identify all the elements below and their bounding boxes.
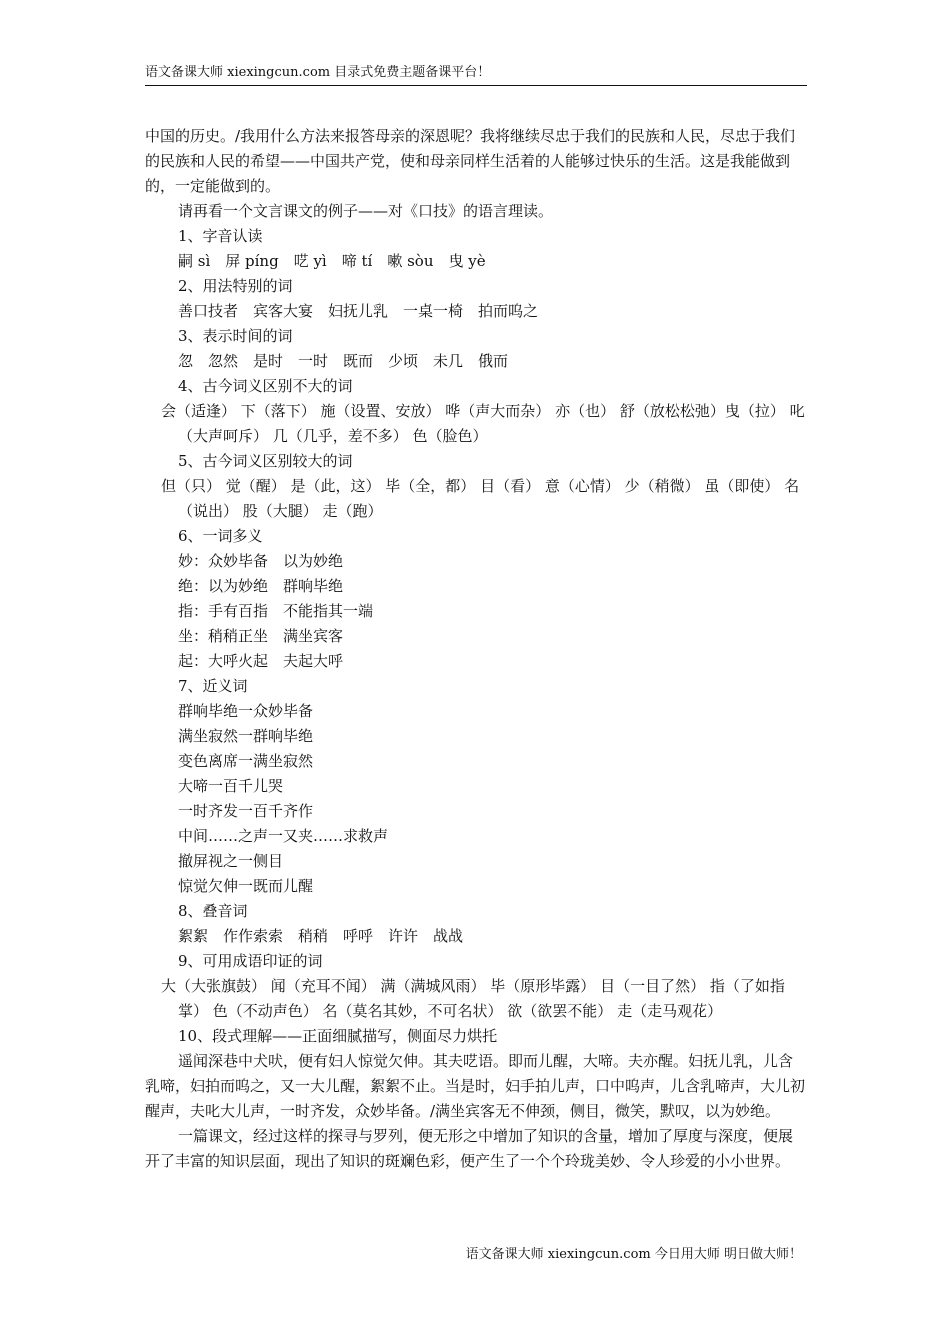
paragraph-intro: 请再看一个文言课文的例子——对《口技》的语言理读。	[178, 202, 554, 220]
section-line-6-5: 起：大呼火起 夫起大呼	[178, 652, 344, 670]
section-title-4: 4、古今词义区别不大的词	[178, 377, 353, 395]
section-items-5: 但（只） 觉（醒） 是（此，这） 毕（全，都） 目（看） 意（心情） 少（稍微） 虽（即使） 名（说出） 股（大腿） 走（跑）	[161, 477, 800, 520]
section-title-9: 9、可用成语印证的词	[178, 952, 323, 970]
section-items-4: 会（适逢） 下（落下） 施（设置、安放） 哗（声大而杂） 亦（也） 舒（放松松弛）曳（拉） 叱（大声呵斥） 几（几乎，差不多） 色（脸色）	[161, 402, 805, 445]
section-items-8: 絮絮 作作索索 稍稍 呼呼 许许 战战	[178, 927, 464, 945]
section-title-6: 6、一词多义	[178, 527, 263, 545]
section-line-7-7: 撤屏视之一侧目	[178, 852, 284, 870]
section-line-7-6: 中间……之声一又夹……求救声	[178, 827, 389, 845]
page-header: 语文备课大师 xiexingcun.com 目录式免费主题备课平台！	[145, 65, 491, 80]
header-divider	[145, 85, 807, 86]
section-title-10: 10、段式理解——正面细腻描写，侧面尽力烘托	[178, 1027, 498, 1045]
section-line-6-2: 绝：以为妙绝 群响毕绝	[178, 577, 344, 595]
document-body	[145, 124, 807, 1174]
page-footer: 语文备课大师 xiexingcun.com 今日用大师 明日做大师！	[465, 1247, 802, 1262]
section-line-7-2: 满坐寂然一群响毕绝	[178, 727, 314, 745]
section-line-6-4: 坐：稍稍正坐 满坐宾客	[178, 627, 344, 645]
section-line-6-1: 妙：众妙毕备 以为妙绝	[178, 552, 344, 570]
section-title-3: 3、表示时间的词	[178, 327, 293, 345]
section-line-7-1: 群响毕绝一众妙毕备	[178, 702, 314, 720]
paragraph-continuation: 中国的历史。/我用什么方法来报答母亲的深恩呢？我将继续尽忠于我们的民族和人民，尽忠于我们的民族和人民的希望——中国共产党，使和母亲同样生活着的人能够过快乐的生活。这是我能做到的，一定能做到的。	[145, 127, 796, 195]
section-title-8: 8、叠音词	[178, 902, 248, 920]
section-title-2: 2、用法特别的词	[178, 277, 293, 295]
section-title-5: 5、古今词义区别较大的词	[178, 452, 353, 470]
section-line-7-3: 变色离席一满坐寂然	[178, 752, 314, 770]
section-title-1: 1、字音认读	[178, 227, 263, 245]
section-items-2: 善口技者 宾客大宴 妇抚儿乳 一桌一椅 拍而呜之	[178, 302, 539, 320]
section-line-6-3: 指：手有百指 不能指其一端	[178, 602, 374, 620]
section-items-1: 嗣 sì 屏 píng 呓 yì 啼 tí 嗽 sòu 曳 yè	[178, 252, 486, 270]
section-items-9: 大（大张旗鼓） 闻（充耳不闻） 满（满城风雨） 毕（原形毕露） 目（一目了然） 指（了如指掌） 色（不动声色） 名（莫名其妙，不可名状） 欲（欲罢不能） 走（走马观花）	[161, 977, 785, 1020]
section-title-7: 7、近义词	[178, 677, 248, 695]
paragraph-closing: 一篇课文，经过这样的探寻与罗列，便无形之中增加了知识的含量，增加了厚度与深度，便展开了丰富的知识层面，现出了知识的斑斓色彩，便产生了一个个玲珑美妙、令人珍爱的小小世界。	[145, 1127, 794, 1170]
section-items-3: 忽 忽然 是时 一时 既而 少顷 未几 俄而	[178, 352, 509, 370]
section-line-7-8: 惊觉欠伸一既而儿醒	[178, 877, 314, 895]
section-text-10: 遥闻深巷中犬吠，便有妇人惊觉欠伸。其夫呓语。即而儿醒，大啼。夫亦醒。妇抚儿乳，儿含乳啼，妇拍而呜之，又一大儿醒，絮絮不止。当是时，妇手拍儿声，口中呜声，儿含乳啼声，大儿初醒声，夫叱大儿声，一时齐发，众妙毕备。/满坐宾客无不伸颈，侧目，微笑，默叹，以为妙绝。	[145, 1052, 806, 1120]
section-line-7-5: 一时齐发一百千齐作	[178, 802, 314, 820]
section-line-7-4: 大啼一百千儿哭	[178, 777, 284, 795]
